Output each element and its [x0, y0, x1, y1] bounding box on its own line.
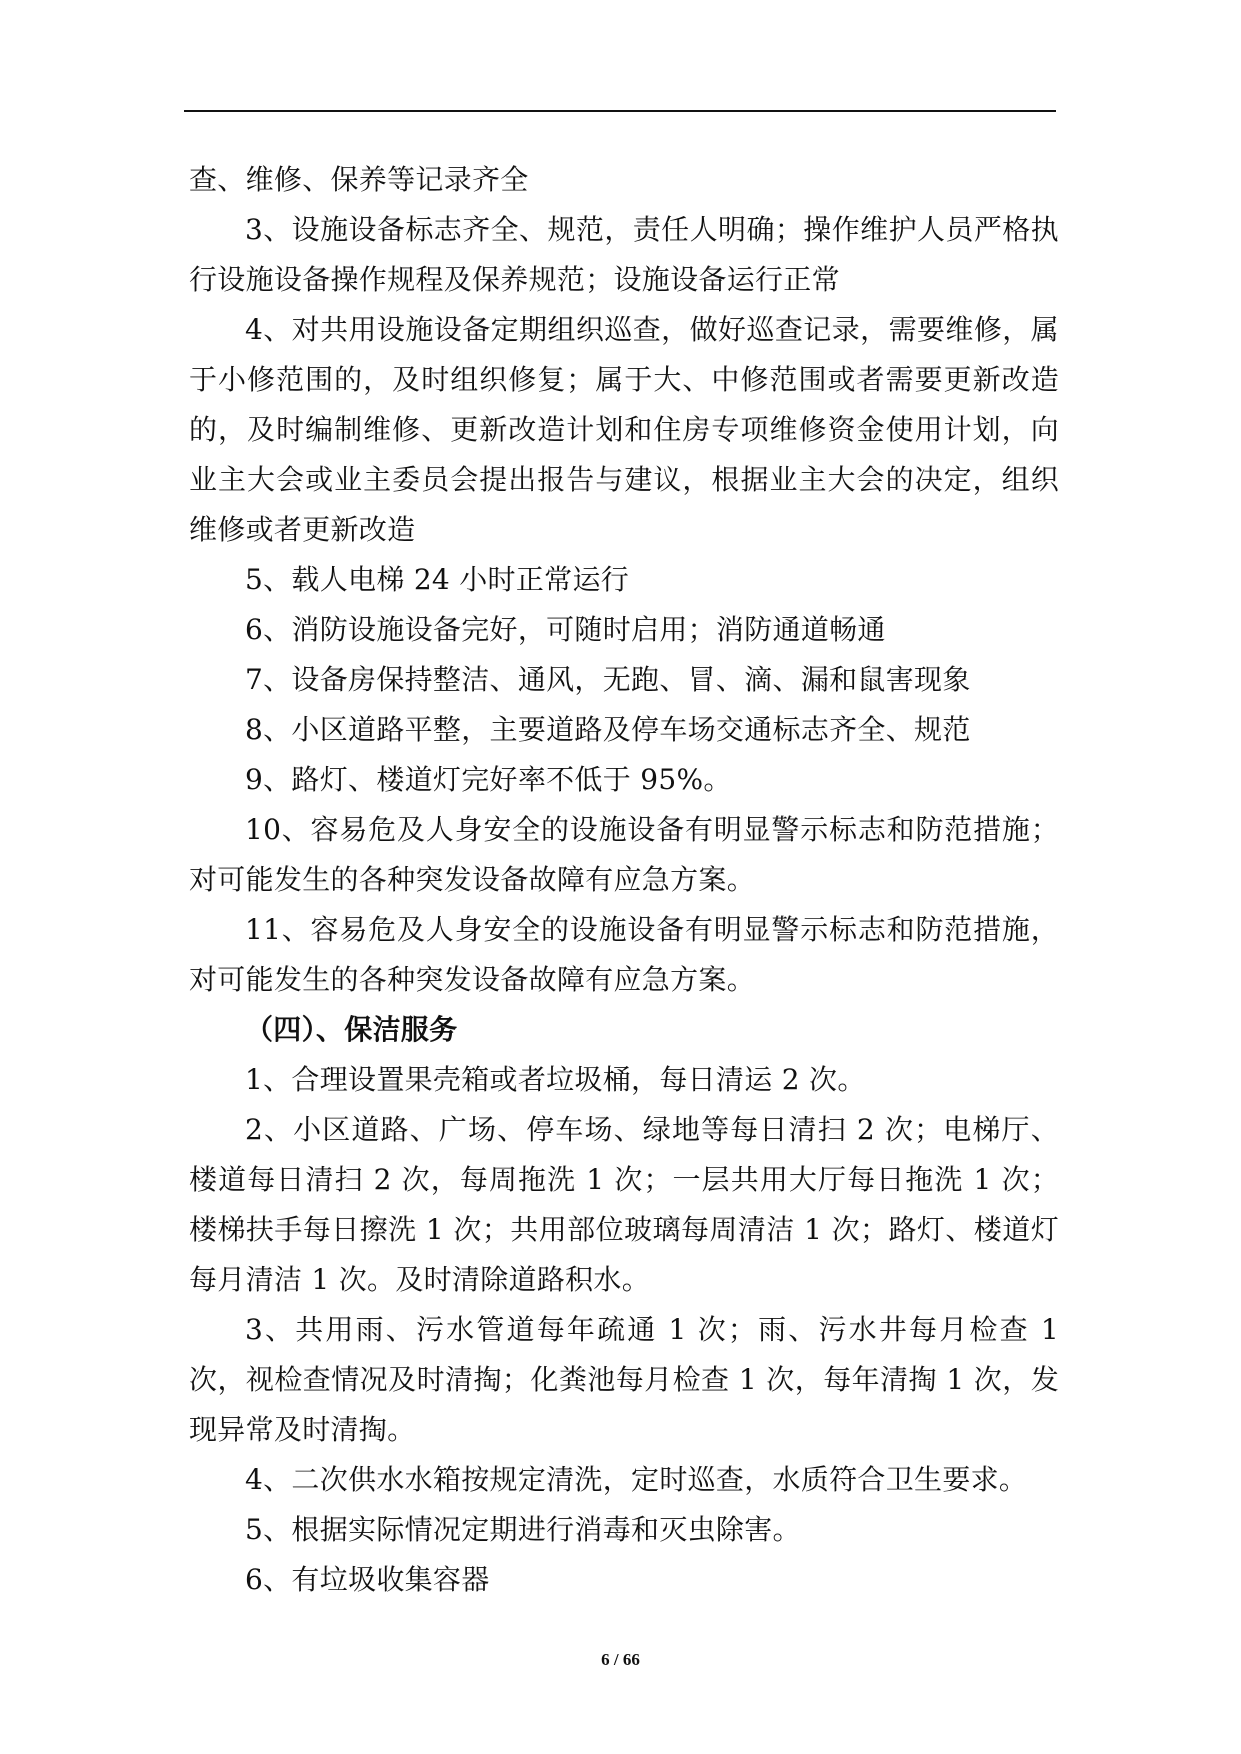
paragraph: 查、维修、保养等记录齐全: [189, 163, 529, 196]
page-number: 6 / 66: [601, 1650, 640, 1669]
paragraph: 5、载人电梯 24 小时正常运行: [245, 563, 630, 596]
document-body: [189, 155, 1059, 1605]
paragraph: 10、容易危及人身安全的设施设备有明显警示标志和防范措施；对可能发生的各种突发设备故障有应急方案。: [189, 813, 1059, 896]
paragraph: 6、消防设施设备完好，可随时启用；消防通道畅通: [245, 613, 886, 646]
paragraph: 6、有垃圾收集容器: [245, 1563, 490, 1596]
paragraph: 9、路灯、楼道灯完好率不低于 95%。: [245, 763, 732, 796]
paragraph: 4、对共用设施设备定期组织巡查，做好巡查记录，需要维修，属于小修范围的，及时组织修复；属于大、中修范围或者需要更新改造的，及时编制维修、更新改造计划和住房专项维修资金使用计划，向业主大会或业主委员会提出报告与建议，根据业主大会的决定，组织维修或者更新改造: [189, 313, 1059, 546]
paragraph: 8、小区道路平整，主要道路及停车场交通标志齐全、规范: [245, 713, 971, 746]
paragraph: 7、设备房保持整洁、通风，无跑、冒、滴、漏和鼠害现象: [245, 663, 971, 696]
paragraph: 1、合理设置果壳箱或者垃圾桶，每日清运 2 次。: [245, 1063, 866, 1096]
paragraph: 2、小区道路、广场、停车场、绿地等每日清扫 2 次；电梯厅、楼道每日清扫 2 次，每周拖洗 1 次；一层共用大厅每日拖洗 1 次；楼梯扶手每日擦洗 1 次；共用部位玻璃每周清洁 1 次；路灯、楼道灯每月清洁 1 次。及时清除道路积水。: [189, 1113, 1059, 1296]
paragraph: 5、根据实际情况定期进行消毒和灭虫除害。: [245, 1513, 801, 1546]
paragraph: 11、容易危及人身安全的设施设备有明显警示标志和防范措施，对可能发生的各种突发设备故障有应急方案。: [189, 913, 1059, 996]
paragraph: 4、二次供水水箱按规定清洗，定时巡查，水质符合卫生要求。: [245, 1463, 1028, 1496]
header-rule: [184, 110, 1056, 112]
section-heading: （四）、保洁服务: [245, 1013, 458, 1046]
paragraph: 3、设施设备标志齐全、规范，责任人明确；操作维护人员严格执行设施设备操作规程及保养规范；设施设备运行正常: [189, 213, 1059, 296]
paragraph: 3、共用雨、污水管道每年疏通 1 次；雨、污水井每月检查 1 次，视检查情况及时清掏；化粪池每月检查 1 次，每年清掏 1 次，发现异常及时清掏。: [189, 1313, 1059, 1446]
